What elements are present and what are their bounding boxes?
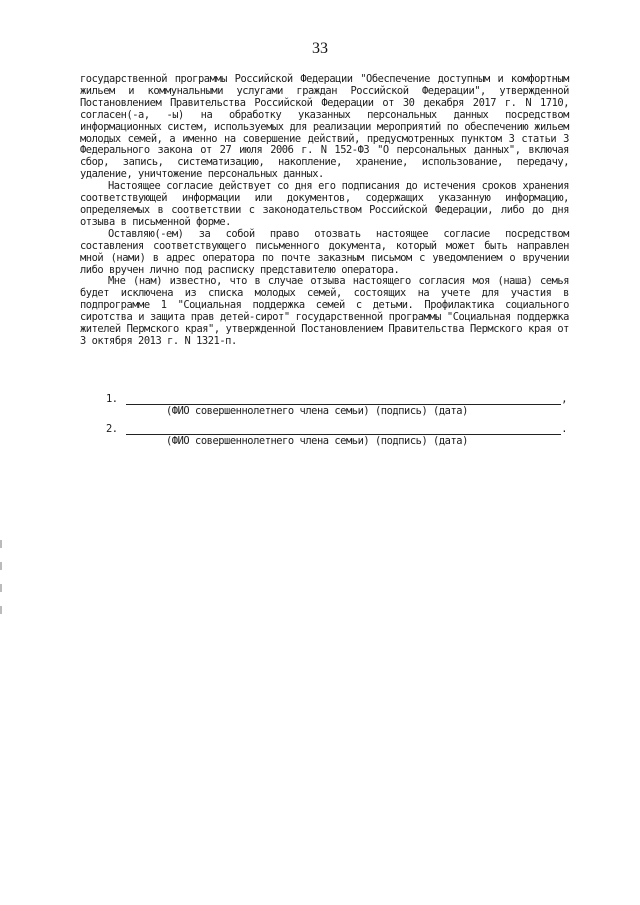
paragraph-withdrawal-consequence: Мне (нам) известно, что в случае отзыва настоящего согласия моя (наша) семья будет исключена из списка молодых семей, состоящих на учете для участия в подпрограмме 1 "Социальная поддержка семей с детьми. Профилактика социального сиротства и защита прав детей-сирот" государственной программы "Социальная поддержка жителей Пермского края", утвержденной Постановлением Правительства Пермского края от 3 октября 2013 г. N 1321-п. bbox=[80, 275, 569, 347]
signature-number: 1. bbox=[106, 393, 118, 405]
scan-edge-marks bbox=[0, 540, 3, 640]
signature-end-mark: , bbox=[561, 393, 567, 405]
signature-caption: (ФИО совершеннолетнего члена семьи) (подпись) (дата) bbox=[166, 435, 468, 447]
signature-caption: (ФИО совершеннолетнего члена семьи) (подпись) (дата) bbox=[166, 405, 468, 417]
page-number: 33 bbox=[312, 40, 328, 57]
signature-end-mark: . bbox=[561, 423, 567, 435]
document-body bbox=[80, 74, 569, 348]
signature-block bbox=[80, 393, 569, 453]
paragraph-consent-scope: государственной программы Российской Федерации "Обеспечение доступным и комфортным жильем и коммунальными услугами граждан Российской Федерации", утвержденной Постановлением Правительства Российской Федерации от 30 декабря 2017 г. N 1710, согласен(-а, -ы) на обработку указанных персональных данных посредством информационных систем, используемых для реализации мероприятий по обеспечению жильем молодых семей, а именно на совершение действий, предусмотренных пунктом 3 статьи 3 Федерального закона от 27 июля 2006 г. N 152-ФЗ "О персональных данных", включая сбор, запись, систематизацию, накопление, хранение, использование, передачу, удаление, уничтожение персональных данных. bbox=[80, 73, 569, 181]
paragraph-consent-withdrawal: Оставляю(-ем) за собой право отозвать настоящее согласие посредством составления соответствующего письменного документа, который может быть направлен мной (нами) в адрес оператора по почте заказным письмом с уведомлением о вручении либо вручен лично под расписку представителю оператора. bbox=[80, 227, 569, 276]
paragraph-consent-validity: Настоящее согласие действует со дня его подписания до истечения сроков хранения соответствующей информации или документов, содержащих указанную информацию, определяемых в соответствии с законодательством Российской Федерации, либо до дня отзыва в письменной форме. bbox=[80, 180, 569, 228]
signature-row bbox=[80, 423, 569, 453]
signature-number: 2. bbox=[106, 423, 118, 435]
signature-row bbox=[80, 393, 569, 423]
